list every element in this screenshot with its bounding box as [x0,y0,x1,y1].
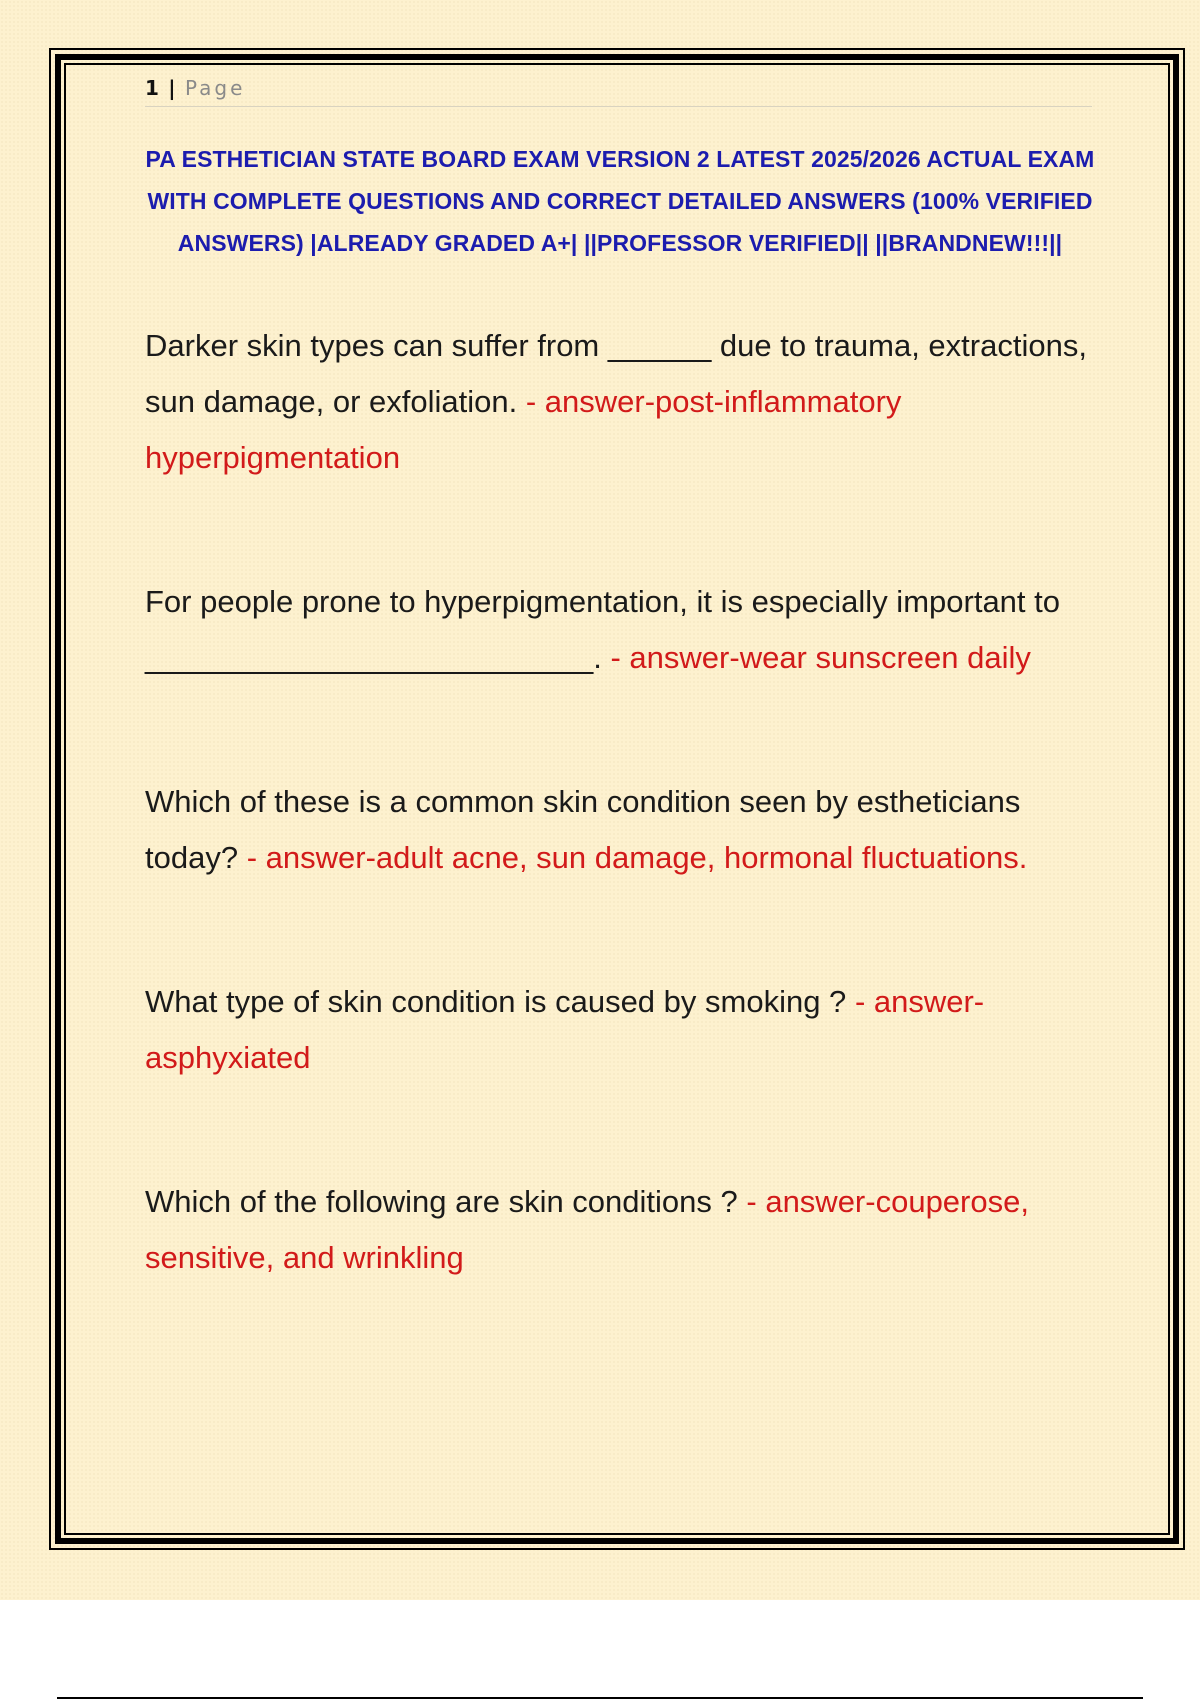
bottom-divider [57,1697,1143,1699]
page-label: Page [184,76,246,100]
answer-text: - answer-asphyxiated [145,984,985,1075]
answer-text: - answer-adult acne, sun damage, hormonal fluctuations. [246,840,1028,875]
question-text: Which of these is a common skin condition seen by estheticians today? [145,784,1021,875]
answer-text: - answer-wear sunscreen daily [610,640,1031,675]
qa-item [145,318,1105,486]
answer-text: - answer-couperose, sensitive, and wrinkling [145,1184,1029,1275]
answer-text: - answer-post-inflammatory hyperpigmentation [145,384,902,475]
qa-item [145,574,1105,686]
question-text: What type of skin condition is caused by smoking ? [145,984,847,1019]
document-title: PA ESTHETICIAN STATE BOARD EXAM VERSION 2 LATEST 2025/2026 ACTUAL EXAM WITH COMPLETE QUESTIONS AND CORRECT DETAILED ANSWERS (100% VERIFIED ANSWERS) |ALREADY GRADED A+| ||PROFESSOR VERIFIED|| ||BRANDNEW!!!|| [145,146,1095,256]
page-separator: | [168,76,176,100]
qa-item [145,974,1105,1086]
qa-item [145,1174,1105,1286]
question-text: Darker skin types can suffer from ______ due to trauma, extractions, sun damage, or exfoliation. [145,328,1087,419]
qa-list [145,318,1105,1374]
qa-item [145,774,1105,886]
question-text: For people prone to hyperpigmentation, it is especially important to __________________________. [145,584,1060,675]
question-text: Which of the following are skin conditions ? [145,1184,738,1219]
page-header [145,74,1092,107]
page-number: 1 [145,76,159,100]
